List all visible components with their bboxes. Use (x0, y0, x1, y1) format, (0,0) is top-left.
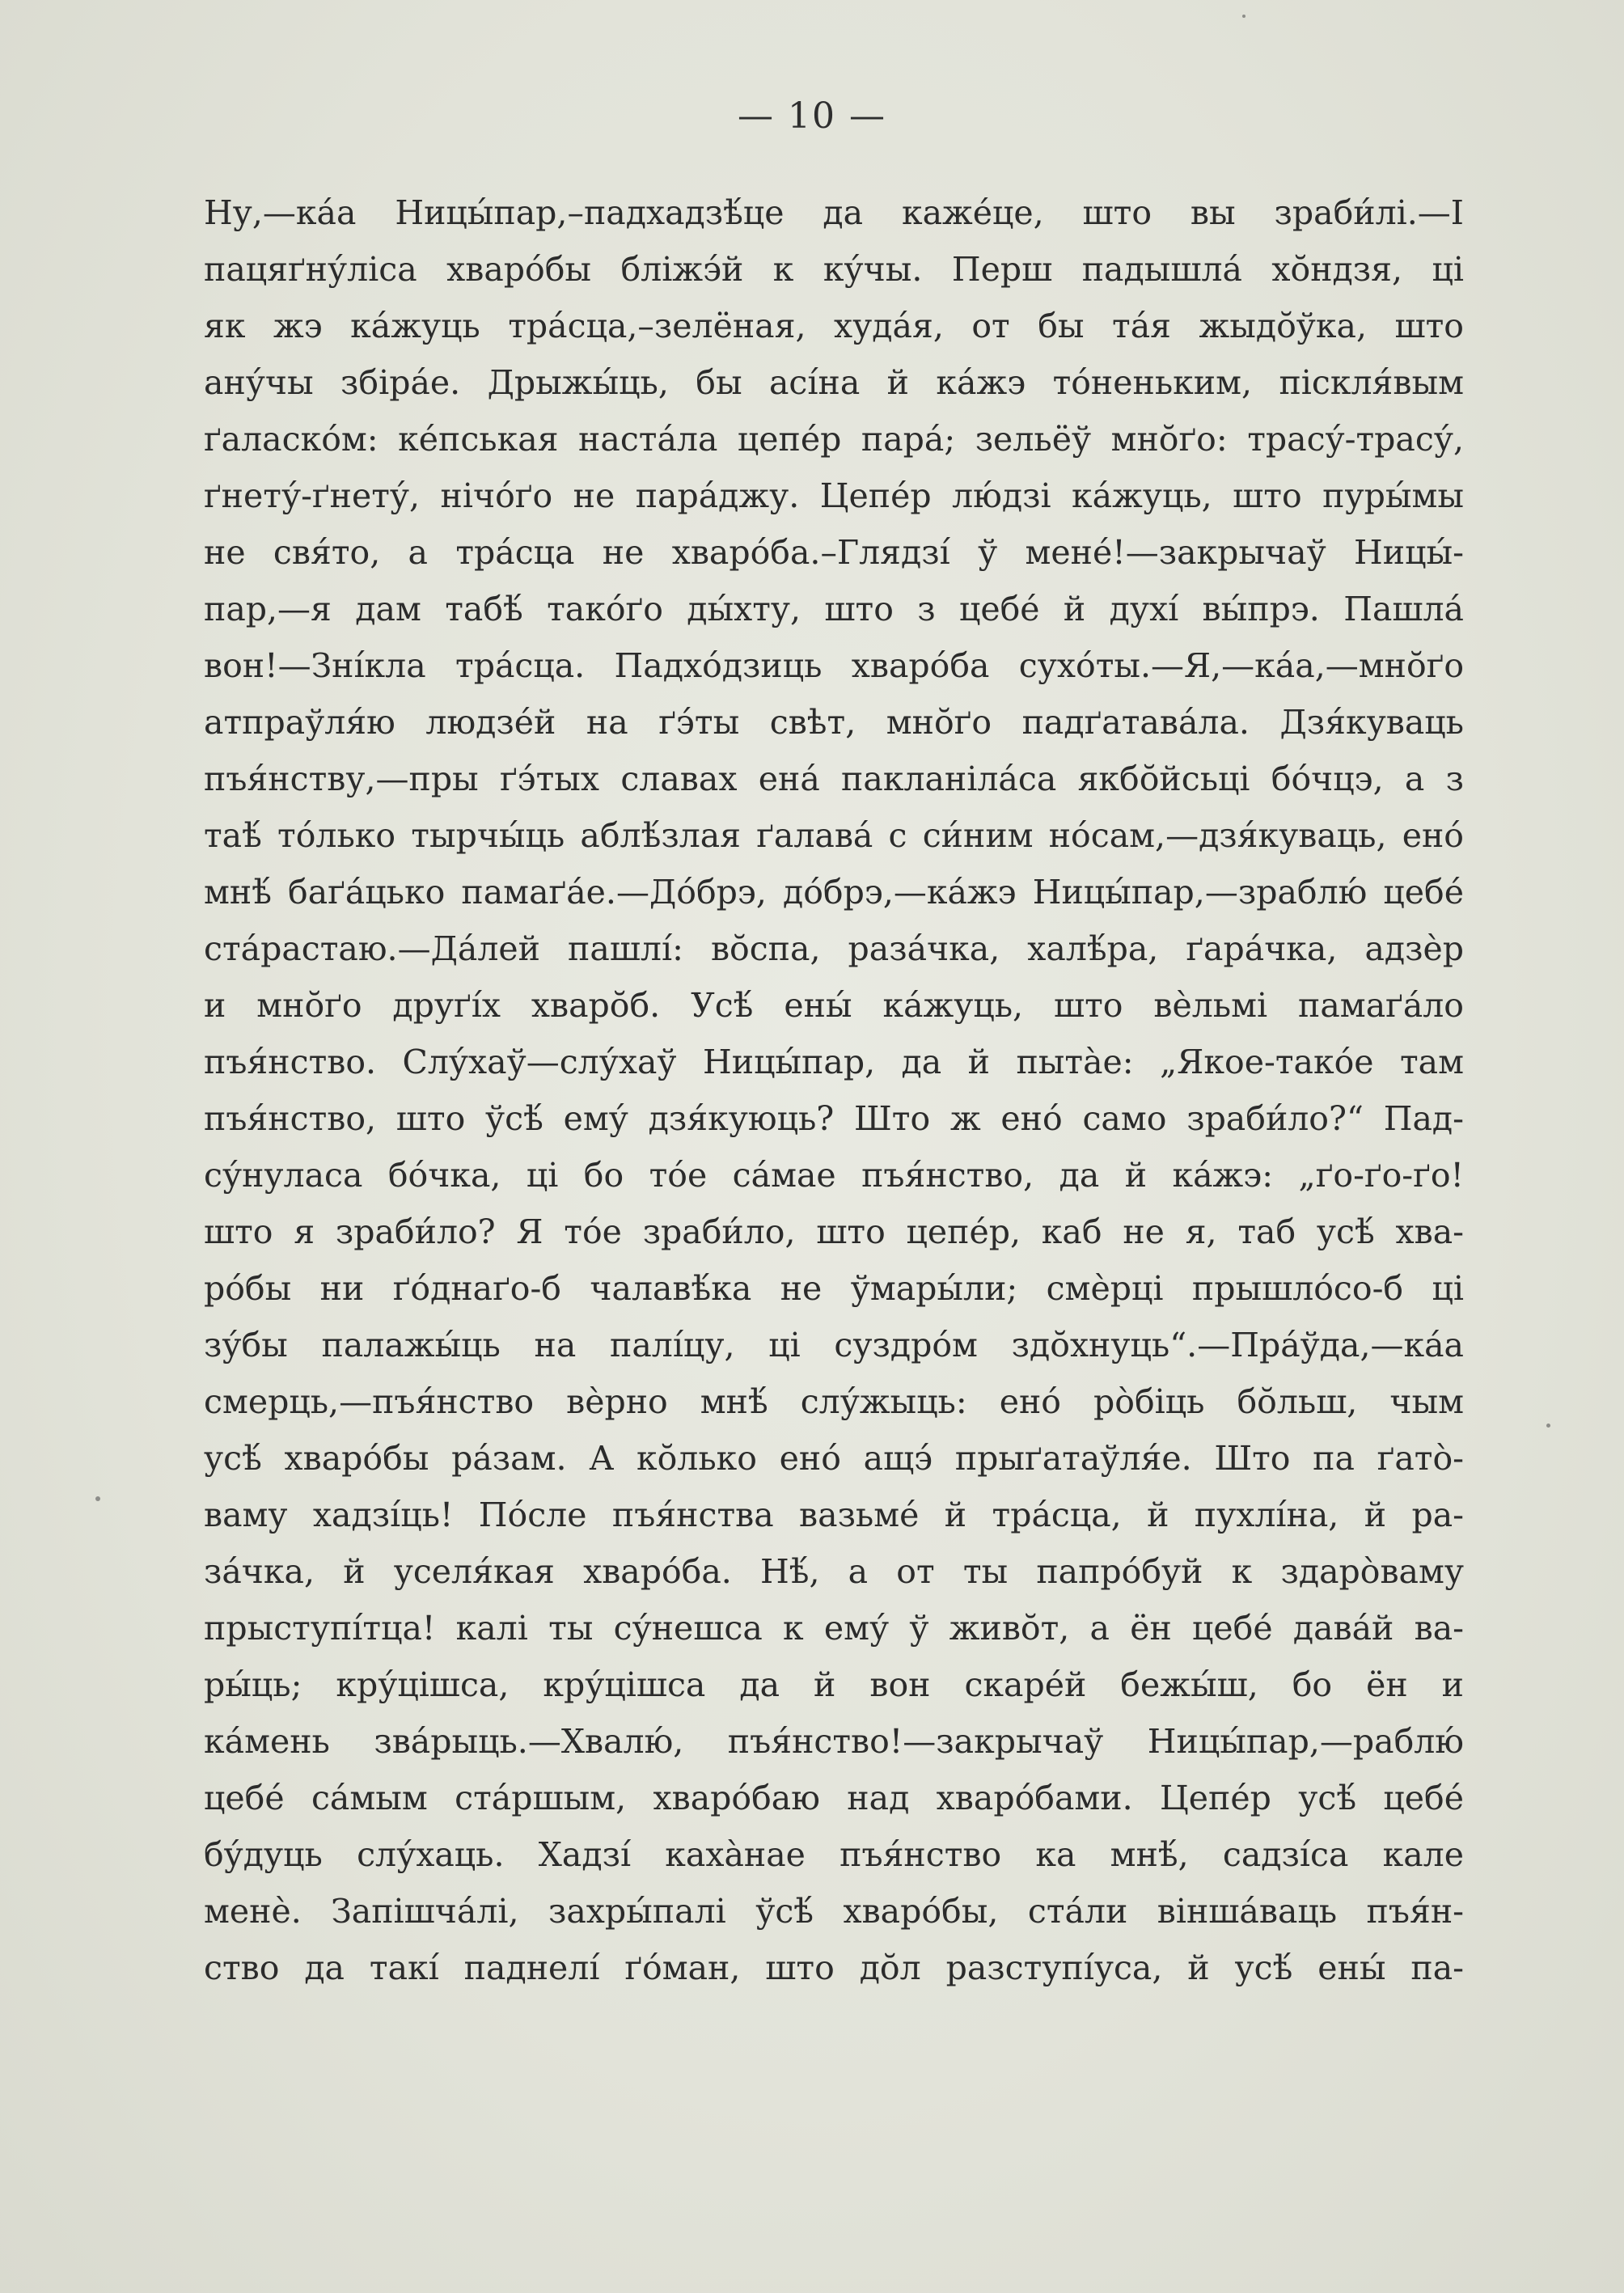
text-line (204, 1487, 1464, 1543)
text-line (204, 1204, 1464, 1260)
text-line (204, 1373, 1464, 1430)
text-line-content: ры́ць; кру́цішса, кру́цішса да й вон скаре́й бежы́ш, бо ён и (204, 1665, 1464, 1704)
text-line (204, 354, 1464, 411)
text-line (204, 1826, 1464, 1883)
paper-speck (1242, 15, 1245, 18)
text-line (204, 637, 1464, 694)
text-line (204, 241, 1464, 298)
text-line (204, 1034, 1464, 1090)
text-line-content: не свя́то, а тра́сца не хваро́ба.–Глядзі́ ў мене́!—закрычаў Ницы́- (204, 533, 1464, 572)
text-line (204, 864, 1464, 920)
text-line-content: цебе́ са́мым ста́ршым, хваро́баю над хваро́бами. Цепе́р усѣ́ цебе́ (204, 1779, 1464, 1817)
text-line-content: Ну,—ка́а Ницы́пар,–падхадзѣ́це да каже́це, што вы зраби́лі.—І (204, 193, 1464, 232)
text-line-content: бу́дуць слу́хаць. Хадзі́ каха̀нае пъя́нство ка мнѣ́, садзі́са кале (204, 1835, 1464, 1874)
text-line-content: менѐ. Запішча́лі, захры́палі ўсѣ́ хваро́бы, ста́ли вінша́ваць пъя́н- (204, 1892, 1464, 1931)
text-line (204, 1713, 1464, 1770)
page-number: — 10 — (738, 95, 886, 137)
text-line (204, 1543, 1464, 1600)
text-line (204, 298, 1464, 354)
text-line-content: пъя́нство, што ўсѣ́ ему́ дзя́куюць? Што ж ено́ само зраби́ло?“ Пад- (204, 1099, 1464, 1138)
text-line-content: што я зраби́ло? Я то́е зраби́ло, што цепе́р, каб не я, таб усѣ́ хва- (204, 1212, 1464, 1251)
text-line (204, 751, 1464, 807)
text-line-content: ро́бы ни ґо́днаґо-б чалавѣ́ка не ўмары́ли; смѐрці прышло́со-б ці (204, 1269, 1464, 1308)
text-line-content: ану́чы збіра́е. Дрыжы́ць, бы асі́на й ка́жэ то́неньким, піскля́вым (204, 363, 1464, 402)
text-line-content: усѣ́ хваро́бы ра́зам. А ко̆лько ено́ ащэ́ прыґатаўля́е. Што па ґато̀- (204, 1439, 1464, 1478)
text-line-content: ста́растаю.—Да́лей пашлі́: во̆спа, раза́чка, халѣ́ра, ґара́чка, адзѐр (204, 929, 1464, 968)
text-line (204, 807, 1464, 864)
text-line (204, 1940, 1464, 1996)
text-line-content: вон!—Зні́кла тра́сца. Падхо́дзиць хваро́ба сухо́ты.—Я,—ка́а,—мно̆ґо (204, 646, 1464, 685)
text-line-content: пацяґну́ліса хваро́бы бліжэ́й к ку́чы. Перш падышла́ хо̆ндзя, ці (204, 250, 1464, 289)
text-line (204, 1656, 1464, 1713)
text-line-content: пар,—я дам табѣ́ тако́ґо ды́хту, што з цебе́ й духі́ вы́прэ. Пашла́ (204, 590, 1464, 628)
body-text (204, 184, 1464, 1996)
text-line-content: ґаласко́м: ке́пськая наста́ла цепе́р пара́; зельёў мно̆ґо: трасу́-трасу́, (204, 420, 1464, 459)
text-line-content: ваму хадзі́ць! По́сле пъя́нства вазьме́ й тра́сца, й пухлі́на, й ра- (204, 1496, 1464, 1534)
paper-speck (1546, 1424, 1550, 1428)
text-line (204, 977, 1464, 1034)
text-line (204, 1430, 1464, 1487)
text-line-content: ґнету́-ґнету́, нічо́ґо не пара́джу. Цепе́р лю́дзі ка́жуць, што пуры́мы (204, 476, 1464, 515)
text-line (204, 920, 1464, 977)
text-line (204, 1090, 1464, 1147)
text-line (204, 1600, 1464, 1656)
text-line-content: пъя́нство. Слу́хаў—слу́хаў Ницы́пар, да й пыта̀е: „Якое-тако́е там (204, 1043, 1464, 1081)
text-line (204, 411, 1464, 467)
text-line-content: пъя́нству,—пры ґэ́тых славах ена́ пакланіла́са якбо̆йсьці бо́чцэ, а з (204, 759, 1464, 798)
text-line-content: атпраўля́ю людзе́й на ґэ́ты свѣт, мно̆ґо падґатава́ла. Дзя́куваць (204, 703, 1464, 742)
text-line (204, 694, 1464, 751)
text-line-content: зу́бы палажы́ць на палі́цу, ці суздро́м здо̆хнуць“.—Пра́ўда,—ка́а (204, 1326, 1464, 1364)
text-line-content: мнѣ́ баґа́цько памаґа́е.—До́брэ, до́брэ,—ка́жэ Ницы́пар,—зраблю́ цебе́ (204, 873, 1464, 912)
text-line (204, 581, 1464, 637)
text-line-content: як жэ ка́жуць тра́сца,–зелёная, худа́я, от бы та́я жыдо̆ўка, што (204, 307, 1464, 345)
text-line (204, 524, 1464, 581)
text-line (204, 1317, 1464, 1373)
text-line (204, 1260, 1464, 1317)
text-line (204, 1883, 1464, 1940)
text-line-content: су́нуласа бо́чка, ці бо то́е са́мае пъя́нство, да й ка́жэ: „ґо-ґо-ґо! (204, 1156, 1464, 1195)
text-line-content: прыступі́тца! калі ты су́нешса к ему́ ў живо̆т, а ён цебе́ дава́й ва- (204, 1609, 1464, 1648)
text-line-content: за́чка, й уселя́кая хваро́ба. Нѣ́, а от ты папро́буй к здаро̀ваму (204, 1552, 1464, 1591)
text-line-content: смерць,—пъя́нство вѐрно мнѣ́ слу́жыць: ено́ ро̀біць бо̆льш, чым (204, 1382, 1464, 1421)
text-line (204, 467, 1464, 524)
text-line (204, 184, 1464, 241)
text-line-content: ка́мень зва́рыць.—Хвалю́, пъя́нство!—закрычаў Ницы́пар,—раблю́ (204, 1722, 1464, 1761)
text-line (204, 1147, 1464, 1204)
text-line (204, 1770, 1464, 1826)
text-line-content: таѣ́ то́лько тырчы́ць аблѣ́злая ґалава́ с си́ним но́сам,—дзя́куваць, ено́ (204, 816, 1464, 855)
text-line-content: ство да такі́ паднелі́ ґо́ман, што до̆л разступі́уса, й усѣ́ ены́ па- (204, 1948, 1464, 1987)
text-line-content: и мно̆ґо друґі́х хваро̆б. Усѣ́ ены́ ка́жуць, што вѐльмі памаґа́ло (204, 986, 1464, 1025)
paper-speck (95, 1496, 100, 1501)
